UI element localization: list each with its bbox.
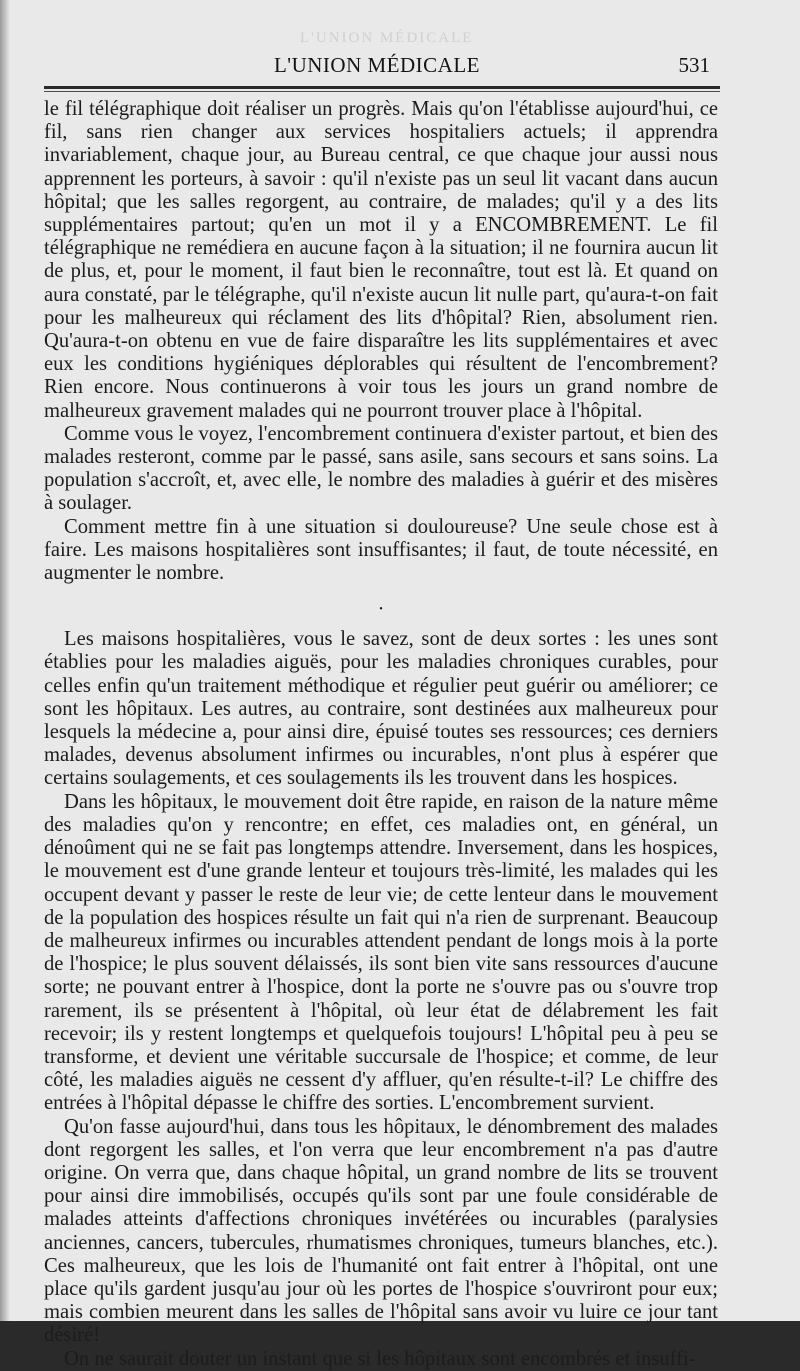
paragraph: Les maisons hospitalières, vous le savez, sont de deux sortes : les unes sont établies pour les maladies aiguës, pour les maladies chroniques curables, pour celles enfin qu'un traitement méthodique et régulier peut guérir ou améliorer; ce sont les hôpitaux. Les autres, au contraire, sont destinées aux malheureux pour lesquels la médecine a, pour ainsi dire, épuisé toutes ses ressources; ces derniers malades, devenus absolument infirmes ou incurables, n'ont plus à espérer que certains soulagements, et ces soulagements ils les trouvent dans les hospices. (44, 628, 718, 790)
page-number: 531 (678, 53, 710, 77)
binding-gutter (0, 0, 10, 1321)
header-rule (44, 86, 720, 89)
separator-dot: • (379, 604, 383, 616)
paragraph: le fil télégraphique doit réaliser un progrès. Mais qu'on l'établisse aujourd'hui, ce fil, sans rien changer aux services hospitaliers actuels; il apprendra invariablement, chaque jour, au Bureau central, ce que chaque jour aussi nous apprennent les porteurs, à savoir : qu'il n'existe pas un seul lit vacant dans aucun hôpital; que les salles regorgent, au contraire, de malades; qu'il y a des lits supplémentaires partout; qu'en un mot il y a ENCOMBREMENT. Le fil télégraphique ne remédiera en aucune façon à la situation; il ne fournira aucun lit de plus, et, pour le moment, il faut bien le reconnaître, tout est là. Et quand on aura constaté, par le télégraphe, qu'il n'existe aucun lit nulle part, qu'aura-t-on fait pour les malheureux qui réclament des lits d'hôpital? Rien, absolument rien. Qu'aura-t-on obtenu en vue de faire disparaître les lits supplémentaires et avec eux les conditions hygiéniques déplorables qui résultent de l'encombrement? Rien encore. Nous continuerons à voir tous les jours un grand nombre de malheureux gravement malades qui ne pourront trouver place à l'hôpital. (44, 98, 718, 422)
section-gap (44, 585, 718, 595)
bleed-through-header: L'UNION MÉDICALE (300, 30, 474, 46)
paragraph: Dans les hôpitaux, le mouvement doit être rapide, en raison de la nature même des maladies qu'on y rencontre; en effet, ces maladies ont, en général, un dénoûment qui ne se fait pas longtemps attendre. Inversement, dans les hospices, le mouvement est d'une grande lenteur et toujours très-limité, les malades qui les occupent devant y passer le reste de leur vie; de cette lenteur dans le mouvement de la population des hospices résulte un fait qui n'a rien de surprenant. Beaucoup de malheureux infirmes ou incurables attendent pendant de longs mois à la porte de l'hospice; le plus souvent délaissés, ils sont bien vite sans ressources d'aucune sorte; ne pouvant entrer à l'hospice, dont la porte ne s'ouvre pas ou s'ouvre trop rarement, ils se présentent à l'hôpital, où leur état de délabrement les fait recevoir; ils y restent longtemps et quelquefois toujours! L'hôpital peu à peu se transforme, et devient une véritable succursale de l'hospice; et comme, de leur côté, les maladies aiguës ne cessent d'y affluer, qu'en résulte-t-il? Le chiffre des entrées à l'hôpital dépasse le chiffre des sorties. L'encombrement survient. (44, 790, 718, 1115)
journal-title: L'UNION MÉDICALE (273, 53, 480, 77)
section-gap (44, 618, 718, 628)
article-body (44, 98, 718, 1371)
header-rule-thin (44, 91, 720, 92)
paragraph: Comment mettre fin à une situation si douloureuse? Une seule chose est à faire. Les maisons hospitalières sont insuffisantes; il faut, de toute nécessité, en augmenter le nombre. (44, 515, 718, 585)
paragraph: Comme vous le voyez, l'encombrement continuera d'exister partout, et bien des malades resteront, comme par le passé, sans asile, sans secours et sans soins. La population s'accroît, et, avec elle, le nombre des maladies à guérir et des misères à soulager. (44, 422, 718, 515)
paragraph: On ne saurait douter un instant que si les hôpitaux sont encombrés et insuffi- (64, 1347, 696, 1370)
section-separator (44, 595, 718, 618)
paragraph: Qu'on fasse aujourd'hui, dans tous les hôpitaux, le dénombrement des malades dont regorgent les salles, et l'on verra que leur encombrement n'a pas d'autre origine. On verra que, dans chaque hôpital, un grand nombre de lits se trouvent pour ainsi dire immobilisés, occupés qu'ils sont par une foule considérable de malades atteints d'affections chroniques invétérées ou incurables (paralysies anciennes, cancers, tubercules, rhumatismes chroniques, tumeurs blanches, etc.). Ces malheureux, que les lois de l'humanité ont fait entrer à l'hôpital, ont une place qu'ils gardent jusqu'au jour où les portes de l'hospice s'ouvriront pour eux; mais combien meurent dans les salles de l'hôpital sans avoir vu luire ce jour tant désiré! (44, 1115, 718, 1347)
running-head (44, 53, 710, 81)
